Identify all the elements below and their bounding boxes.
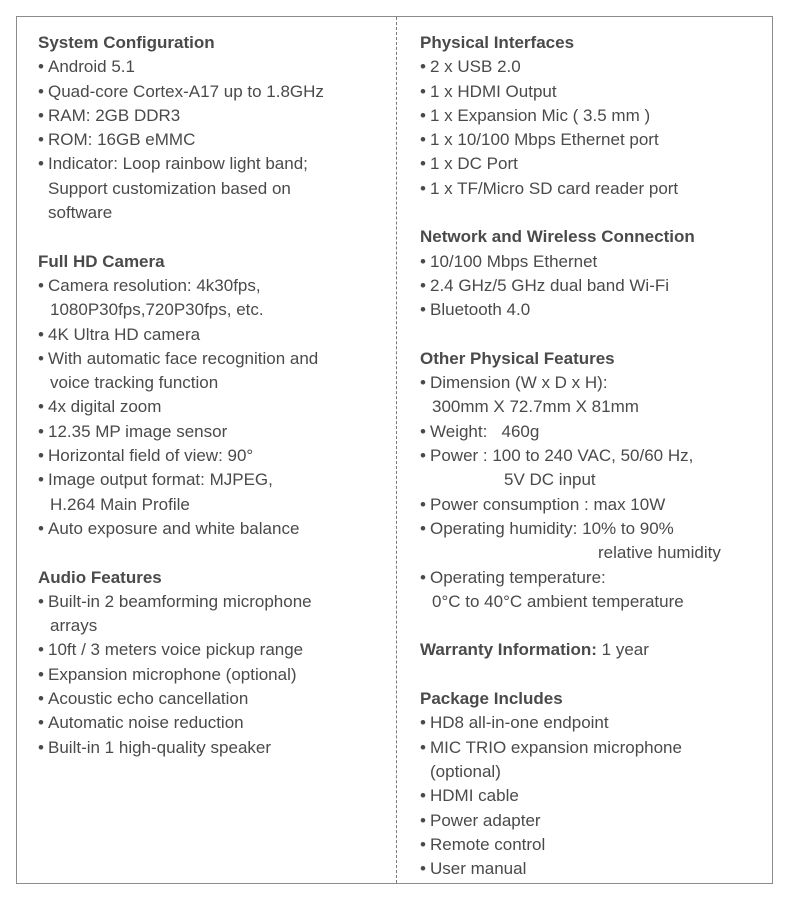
section-heading: Physical Interfaces — [420, 33, 575, 52]
column-divider — [396, 17, 397, 883]
section-heading: Other Physical Features — [420, 348, 615, 368]
full-hd-camera-section — [38, 250, 383, 542]
list-item: • 1 x Expansion Mic ( 3.5 mm ) — [420, 104, 765, 128]
list-item: • Power consumption : max 10W — [420, 493, 765, 517]
warranty-line — [420, 638, 765, 662]
list-item: • 1 x TF/Micro SD card reader port — [420, 177, 765, 201]
list-item: • Built-in 2 beamforming microphone arrays — [38, 590, 383, 639]
list-item: • Image output format: MJPEG, H.264 Main Profile — [38, 468, 383, 517]
list-item: • Operating humidity: 10% to 90% relative humidity — [420, 517, 765, 566]
section-heading: Package Includes — [420, 689, 563, 709]
list-item: • 10/100 Mbps Ethernet — [420, 250, 765, 274]
list-item: • Camera resolution: 4k30fps, 1080P30fps,720P30fps, etc. — [38, 274, 383, 323]
section-heading: System Configuration — [38, 33, 215, 52]
list-item: • Dimension (W x D x H): 300mm X 72.7mm X 81mm — [420, 371, 765, 420]
list-item: • Built-in 1 high-quality speaker — [38, 736, 383, 760]
list-item: • RAM: 2GB DDR3 — [38, 104, 383, 128]
section-heading: Full HD Camera — [38, 251, 165, 271]
list-item: • HD8 all-in-one endpoint — [420, 711, 765, 735]
list-item: • 1 x 10/100 Mbps Ethernet port — [420, 128, 765, 152]
list-item: • User manual — [420, 857, 765, 881]
left-column — [38, 31, 383, 784]
list-item: • Power : 100 to 240 VAC, 50/60 Hz, 5V DC input — [420, 444, 765, 493]
list-item: • 10ft / 3 meters voice pickup range — [38, 638, 383, 662]
warranty-label: Warranty Information: — [420, 640, 597, 660]
list-item: • 12.35 MP image sensor — [38, 420, 383, 444]
list-item: • ROM: 16GB eMMC — [38, 128, 383, 152]
warranty-value: 1 year — [596, 640, 649, 660]
list-item: • Expansion microphone (optional) — [38, 663, 383, 687]
list-item: • Android 5.1 — [38, 55, 383, 79]
list-item: • MIC TRIO expansion microphone (optional) — [420, 736, 765, 785]
list-item: • HDMI cable — [420, 784, 765, 808]
list-item: • Operating temperature: 0°C to 40°C ambient temperature — [420, 566, 765, 615]
list-item: • Remote control — [420, 833, 765, 857]
section-heading: Audio Features — [38, 567, 162, 587]
list-item: • 4K Ultra HD camera — [38, 323, 383, 347]
list-item: • Auto exposure and white balance — [38, 517, 383, 541]
list-item: • Automatic noise reduction — [38, 711, 383, 735]
list-item: • Weight: 460g — [420, 420, 765, 444]
other-physical-features-section — [420, 347, 765, 614]
list-item: • Power adapter — [420, 809, 765, 833]
list-item: • Indicator: Loop rainbow light band; Support customization based on software — [38, 152, 383, 225]
system-configuration-section — [38, 31, 383, 225]
spec-sheet-frame — [16, 16, 773, 884]
list-item: • 1 x HDMI Output — [420, 80, 765, 104]
list-item: • Quad-core Cortex-A17 up to 1.8GHz — [38, 80, 383, 104]
list-item: • With automatic face recognition and voice tracking function — [38, 347, 383, 396]
list-item: • Bluetooth 4.0 — [420, 298, 765, 322]
list-item: • Acoustic echo cancellation — [38, 687, 383, 711]
warranty-section — [420, 638, 765, 662]
list-item: • 1 x DC Port — [420, 152, 765, 176]
physical-interfaces-section — [420, 31, 765, 201]
list-item: • 2 x USB 2.0 — [420, 55, 765, 79]
list-item: • 2.4 GHz/5 GHz dual band Wi-Fi — [420, 274, 765, 298]
section-heading: Network and Wireless Connection — [420, 227, 695, 247]
package-includes-section — [420, 687, 765, 881]
list-item: • Horizontal field of view: 90° — [38, 444, 383, 468]
right-column — [420, 31, 765, 906]
network-wireless-section — [420, 225, 765, 322]
audio-features-section — [38, 566, 383, 760]
list-item: • 4x digital zoom — [38, 395, 383, 419]
